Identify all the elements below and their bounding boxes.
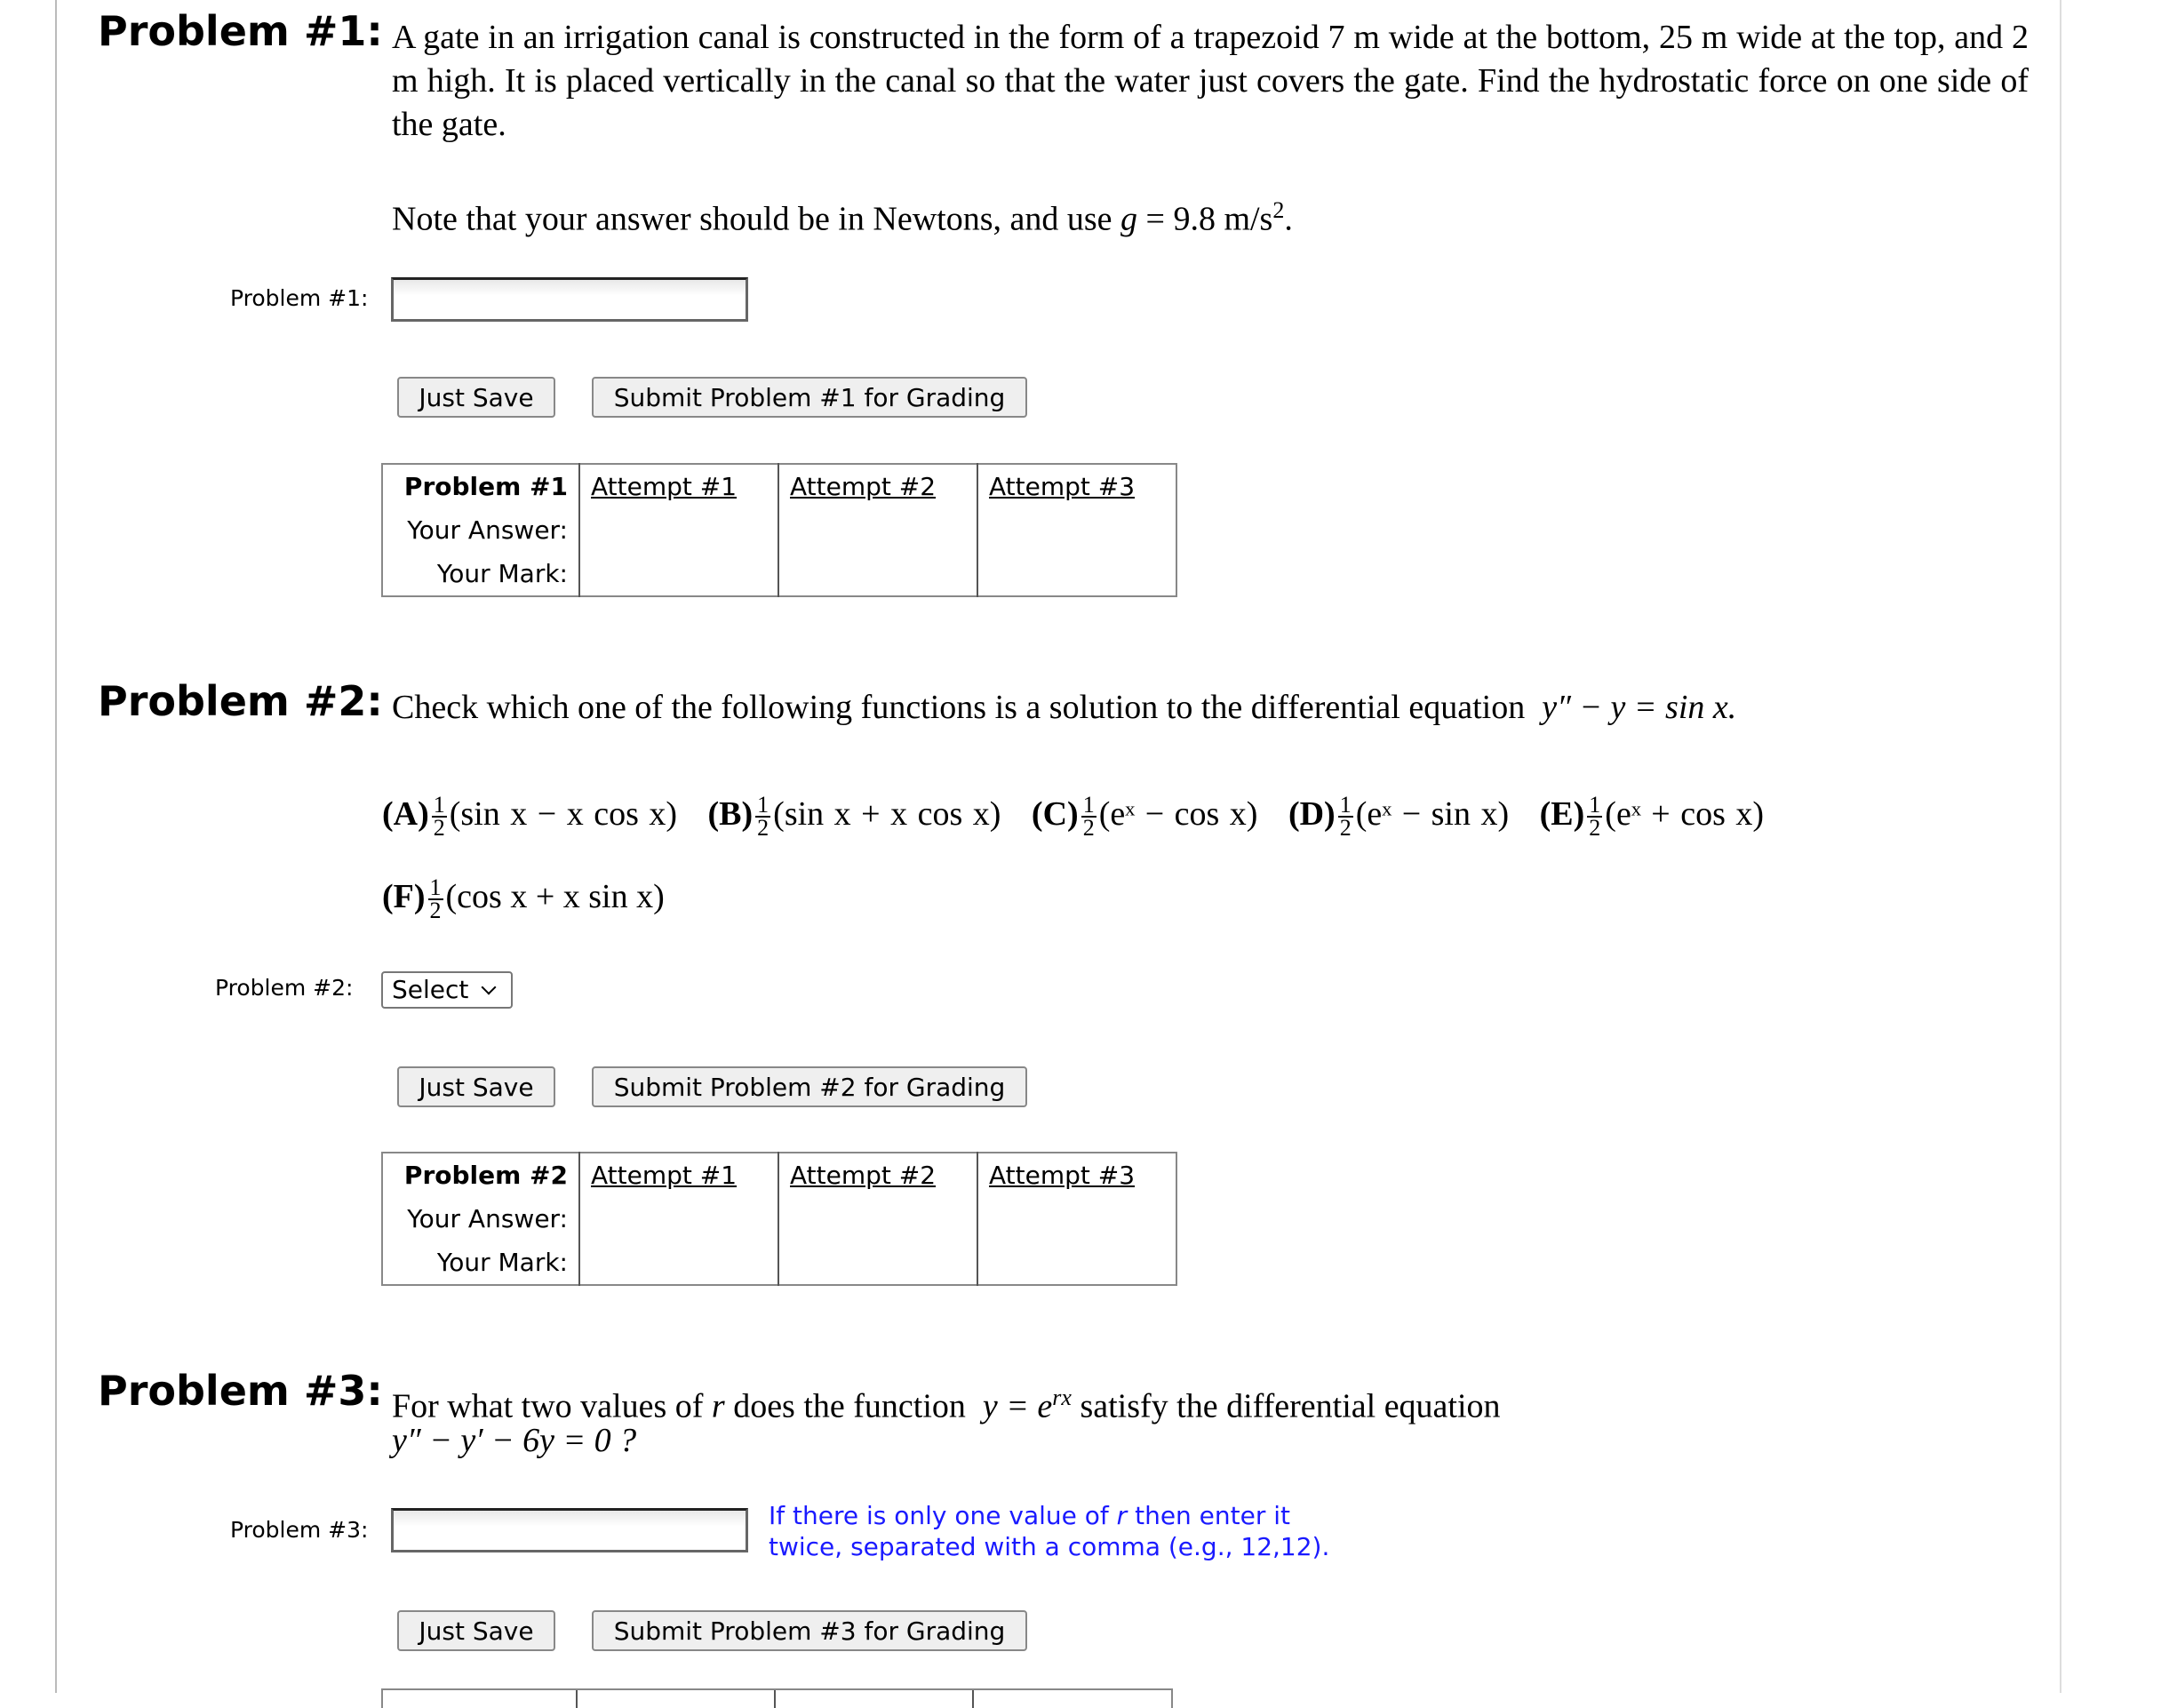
- problem-3-equation: [392, 1419, 636, 1463]
- problem-2-equation: y″ − y = sin x.: [1542, 689, 1737, 726]
- hint-line-2: twice, separated with a comma (e.g., 12,12).: [769, 1532, 1330, 1561]
- note-var: g: [1120, 200, 1138, 238]
- problem-2-heading: Problem #2:: [98, 677, 383, 725]
- your-answer-label: Your Answer:: [407, 1204, 568, 1233]
- problem-2-select[interactable]: [381, 971, 513, 1009]
- choice-b: (B) $\frac{1}{2}$ (sin x + x cos x): [707, 792, 1001, 842]
- choice-e: (E) $\frac{1}{2}$ (eˣ + cos x): [1539, 792, 1765, 842]
- problem-1-answer-label: Problem #1:: [230, 285, 369, 311]
- attempt-1-link[interactable]: Attempt #1: [591, 472, 738, 501]
- your-mark-label: Your Mark:: [436, 559, 568, 588]
- q-text-post: satisfy the differential equation: [1071, 1387, 1501, 1425]
- note-text: Note that your answer should be in Newtons, and use: [392, 200, 1121, 238]
- hint-text: If there is only one value of: [769, 1501, 1117, 1530]
- q-function-exp: rx: [1052, 1385, 1072, 1410]
- choice-f: (F) $\frac{1}{2}$ (cos x + x sin x): [382, 874, 665, 924]
- problem-2-choices-row-1: [382, 792, 1765, 842]
- problem-1-note: [392, 188, 1293, 242]
- choice-a: (A) $\frac{1}{2}$ (sin x − x cos x): [382, 792, 678, 842]
- problem-2-choices-row-2: [382, 875, 665, 922]
- choice-c: (C) $\frac{1}{2}$ (eˣ − cos x): [1031, 792, 1258, 842]
- table-title: Problem #1: [403, 472, 568, 501]
- q-var: r: [711, 1387, 725, 1425]
- page-left-border: [55, 0, 57, 1693]
- problem-3-answer-input[interactable]: [391, 1508, 748, 1552]
- hint-text-post: then enter it: [1127, 1501, 1291, 1530]
- q-function: y = e: [982, 1387, 1053, 1425]
- problem-1-submit-button[interactable]: Submit Problem #1 for Grading: [592, 377, 1027, 418]
- chevron-down-icon: [482, 980, 497, 995]
- your-answer-label: Your Answer:: [407, 515, 568, 545]
- choice-d: (D) $\frac{1}{2}$ (eˣ − sin x): [1288, 792, 1510, 842]
- q-text: For what two values of: [392, 1387, 712, 1425]
- problem-1-heading: Problem #1:: [98, 7, 383, 55]
- problem-1-just-save-button[interactable]: Just Save: [397, 377, 555, 418]
- attempt-3-link[interactable]: Attempt #3: [989, 472, 1136, 501]
- attempt-2-link[interactable]: Attempt #2: [790, 472, 937, 501]
- q-text-mid: does the function: [724, 1387, 975, 1425]
- problem-1-answer-input[interactable]: [391, 277, 748, 322]
- hint-var: r: [1116, 1501, 1128, 1530]
- table-title: Problem #2: [403, 1161, 568, 1190]
- problem-3-just-save-button[interactable]: Just Save: [397, 1610, 555, 1651]
- problem-2-attempts-table: [381, 1152, 1177, 1286]
- problem-3-hint: [769, 1500, 1329, 1562]
- problem-2-just-save-button[interactable]: Just Save: [397, 1066, 555, 1107]
- problem-2-submit-button[interactable]: Submit Problem #2 for Grading: [592, 1066, 1027, 1107]
- problem-2-answer-label: Problem #2:: [215, 975, 354, 1001]
- page-right-border: [2060, 0, 2061, 1693]
- problem-3-submit-button[interactable]: Submit Problem #3 for Grading: [592, 1610, 1027, 1651]
- note-end: .: [1284, 200, 1293, 238]
- problem-2-question: Check which one of the following functions is a solution to the differential equation: [392, 689, 1526, 726]
- problem-1-text: A gate in an irrigation canal is constructed in the form of a trapezoid 7 m wide at the bottom, 25 m wide at the top, and 2 m high. It is placed vertically in the canal so that the water just covers the gate. Find the hydrostatic force on one side of the gate.: [392, 19, 2029, 143]
- problem-3-heading: Problem #3:: [98, 1367, 383, 1415]
- problem-3-attempts-table-top: [381, 1688, 1173, 1708]
- attempt-1-link[interactable]: Attempt #1: [591, 1161, 738, 1190]
- q-equation: y″ − y′ − 6y = 0 ?: [392, 1422, 637, 1459]
- note-value: = 9.8 m/s: [1137, 200, 1273, 238]
- attempt-2-link[interactable]: Attempt #2: [790, 1161, 937, 1190]
- select-value: Select: [392, 975, 469, 1004]
- note-sup: 2: [1272, 197, 1285, 223]
- problem-2-text: [392, 686, 1736, 730]
- problem-1-attempts-table: [381, 463, 1177, 597]
- problem-3-answer-label: Problem #3:: [230, 1517, 369, 1543]
- attempt-3-link[interactable]: Attempt #3: [989, 1161, 1136, 1190]
- your-mark-label: Your Mark:: [436, 1248, 568, 1277]
